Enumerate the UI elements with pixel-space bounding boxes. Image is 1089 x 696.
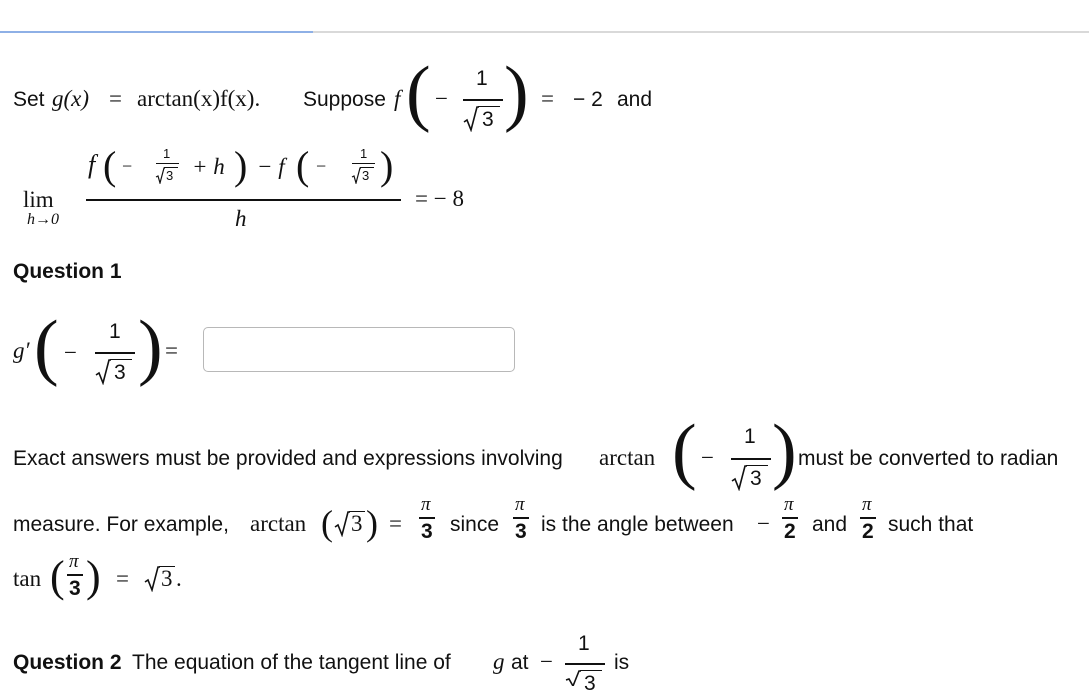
note-eq: = <box>389 511 402 536</box>
lim-minus1: − <box>122 156 133 176</box>
intro-rparen: ) <box>504 52 529 134</box>
q2-text: The equation of the tangent line of <box>132 651 451 674</box>
note-pi5: π <box>69 551 79 572</box>
intro-set: Set <box>13 88 45 111</box>
note-3c: 3 <box>69 577 81 600</box>
note-arctan2: arctan <box>250 511 307 536</box>
lim-plus-h: + h <box>192 154 225 179</box>
note-such-that: such that <box>888 513 974 536</box>
q1-num: 1 <box>109 320 121 343</box>
note-rp2: ) <box>366 503 378 543</box>
intro-rhs: − 2 <box>573 88 603 111</box>
question-1-heading: Question 1 <box>13 260 122 283</box>
sqrt-icon <box>334 511 350 537</box>
note-minus2: − <box>757 511 770 536</box>
note-line1-b: must be converted to radian <box>798 447 1059 470</box>
note-pi3: π <box>784 494 794 515</box>
note-line2-a: measure. For example, <box>13 513 229 536</box>
sqrt-icon <box>463 106 479 132</box>
note-sqrt3b: 3 <box>161 566 173 591</box>
q2-bar <box>565 663 605 665</box>
lim-den1: 3 <box>166 168 174 183</box>
lim-rp2: ) <box>380 143 394 188</box>
note-since: since <box>450 513 500 536</box>
note-lp2: ( <box>321 503 333 543</box>
intro-f: f <box>394 86 401 111</box>
question-2-heading: Question 2 <box>13 651 122 674</box>
note-pi2: π <box>515 494 525 515</box>
q1-lparen: ( <box>34 306 59 388</box>
progress-accent <box>0 31 313 33</box>
note-and: and <box>812 513 848 536</box>
sqrt-icon <box>565 670 581 686</box>
note-line1-a: Exact answers must be provided and expressions involving <box>13 447 563 470</box>
sqrt-vinculum <box>478 106 500 107</box>
intro-lparen: ( <box>406 52 431 134</box>
lim-bar1 <box>156 163 179 164</box>
sqrt-icon <box>731 465 747 491</box>
note-tan-rp: ) <box>86 552 101 601</box>
lim-f1: f <box>88 150 96 179</box>
lim-lp2: ( <box>296 143 310 188</box>
intro-frac-bar <box>463 99 503 101</box>
note-arctan: arctan <box>599 445 656 470</box>
note-pi5-bar <box>67 574 83 576</box>
note-pi1: π <box>421 494 431 515</box>
lim-bar2 <box>352 163 375 164</box>
q2-is: is <box>614 651 630 674</box>
sqrt-icon <box>95 359 111 385</box>
sqrt-vinculum <box>580 670 602 671</box>
intro-and: and <box>617 88 653 111</box>
note-bar <box>731 458 771 460</box>
intro-suppose: Suppose <box>303 88 386 111</box>
sqrt-vinculum <box>746 465 768 466</box>
note-period: . <box>176 566 182 591</box>
q2-at: at <box>511 651 529 674</box>
note-3b: 3 <box>515 520 527 543</box>
note-num: 1 <box>744 425 756 448</box>
note-3a: 3 <box>421 520 433 543</box>
note-2a: 2 <box>784 520 796 543</box>
note-2b: 2 <box>862 520 874 543</box>
sqrt-icon <box>351 167 361 184</box>
lim-minus2: − <box>316 156 327 176</box>
sqrt-icon <box>144 566 160 592</box>
lim-den2: 3 <box>362 168 370 183</box>
note-pi3-bar <box>782 517 798 519</box>
intro-def: arctan(x)f(x). <box>137 86 261 111</box>
note-sqrt3-val: 3 <box>351 511 363 536</box>
q1-minus: − <box>64 340 77 365</box>
q1-gprime: g′ <box>13 338 30 363</box>
lim-rhs: = − 8 <box>415 186 464 211</box>
answer-input[interactable] <box>203 327 515 372</box>
note-pi1-bar <box>419 517 435 519</box>
top-progress-line <box>0 31 1089 33</box>
lim-sub: h→0 <box>27 211 59 228</box>
lim-den: h <box>235 206 247 231</box>
note-is-angle: is the angle between <box>541 513 734 536</box>
intro-gx: g(x) <box>52 86 90 111</box>
intro-eq: = <box>109 86 122 111</box>
note-eq2: = <box>116 566 129 591</box>
q2-num: 1 <box>578 632 590 655</box>
note-pi4-bar <box>860 517 876 519</box>
lim-minus-f: − f <box>257 154 285 179</box>
note-minus: − <box>701 445 714 470</box>
intro-den: 3 <box>482 108 494 131</box>
note-tan: tan <box>13 566 42 591</box>
lim-rp1: ) <box>234 143 248 188</box>
q1-den: 3 <box>114 361 126 384</box>
q1-bar <box>95 352 135 354</box>
note-pi4: π <box>862 494 872 515</box>
q1-rparen: ) <box>138 306 163 388</box>
q2-g: g <box>493 649 505 674</box>
lim-main-bar <box>86 199 401 201</box>
intro-num: 1 <box>476 67 488 90</box>
note-lparen: ( <box>672 410 697 492</box>
intro-eq2: = <box>541 86 554 111</box>
note-pi2-bar <box>513 517 529 519</box>
lim-lp1: ( <box>103 143 117 188</box>
lim-num1: 1 <box>163 146 171 161</box>
intro-minus: − <box>435 86 448 111</box>
note-tan-lp: ( <box>50 552 65 601</box>
q1-eq: = <box>165 338 178 363</box>
note-rparen: ) <box>772 410 797 492</box>
note-den: 3 <box>750 467 762 490</box>
lim-num2: 1 <box>360 146 368 161</box>
q2-den: 3 <box>584 672 596 695</box>
sqrt-vinculum <box>110 359 132 360</box>
q2-minus: − <box>540 649 553 674</box>
sqrt-icon <box>155 167 165 184</box>
lim-word: lim <box>23 187 54 212</box>
